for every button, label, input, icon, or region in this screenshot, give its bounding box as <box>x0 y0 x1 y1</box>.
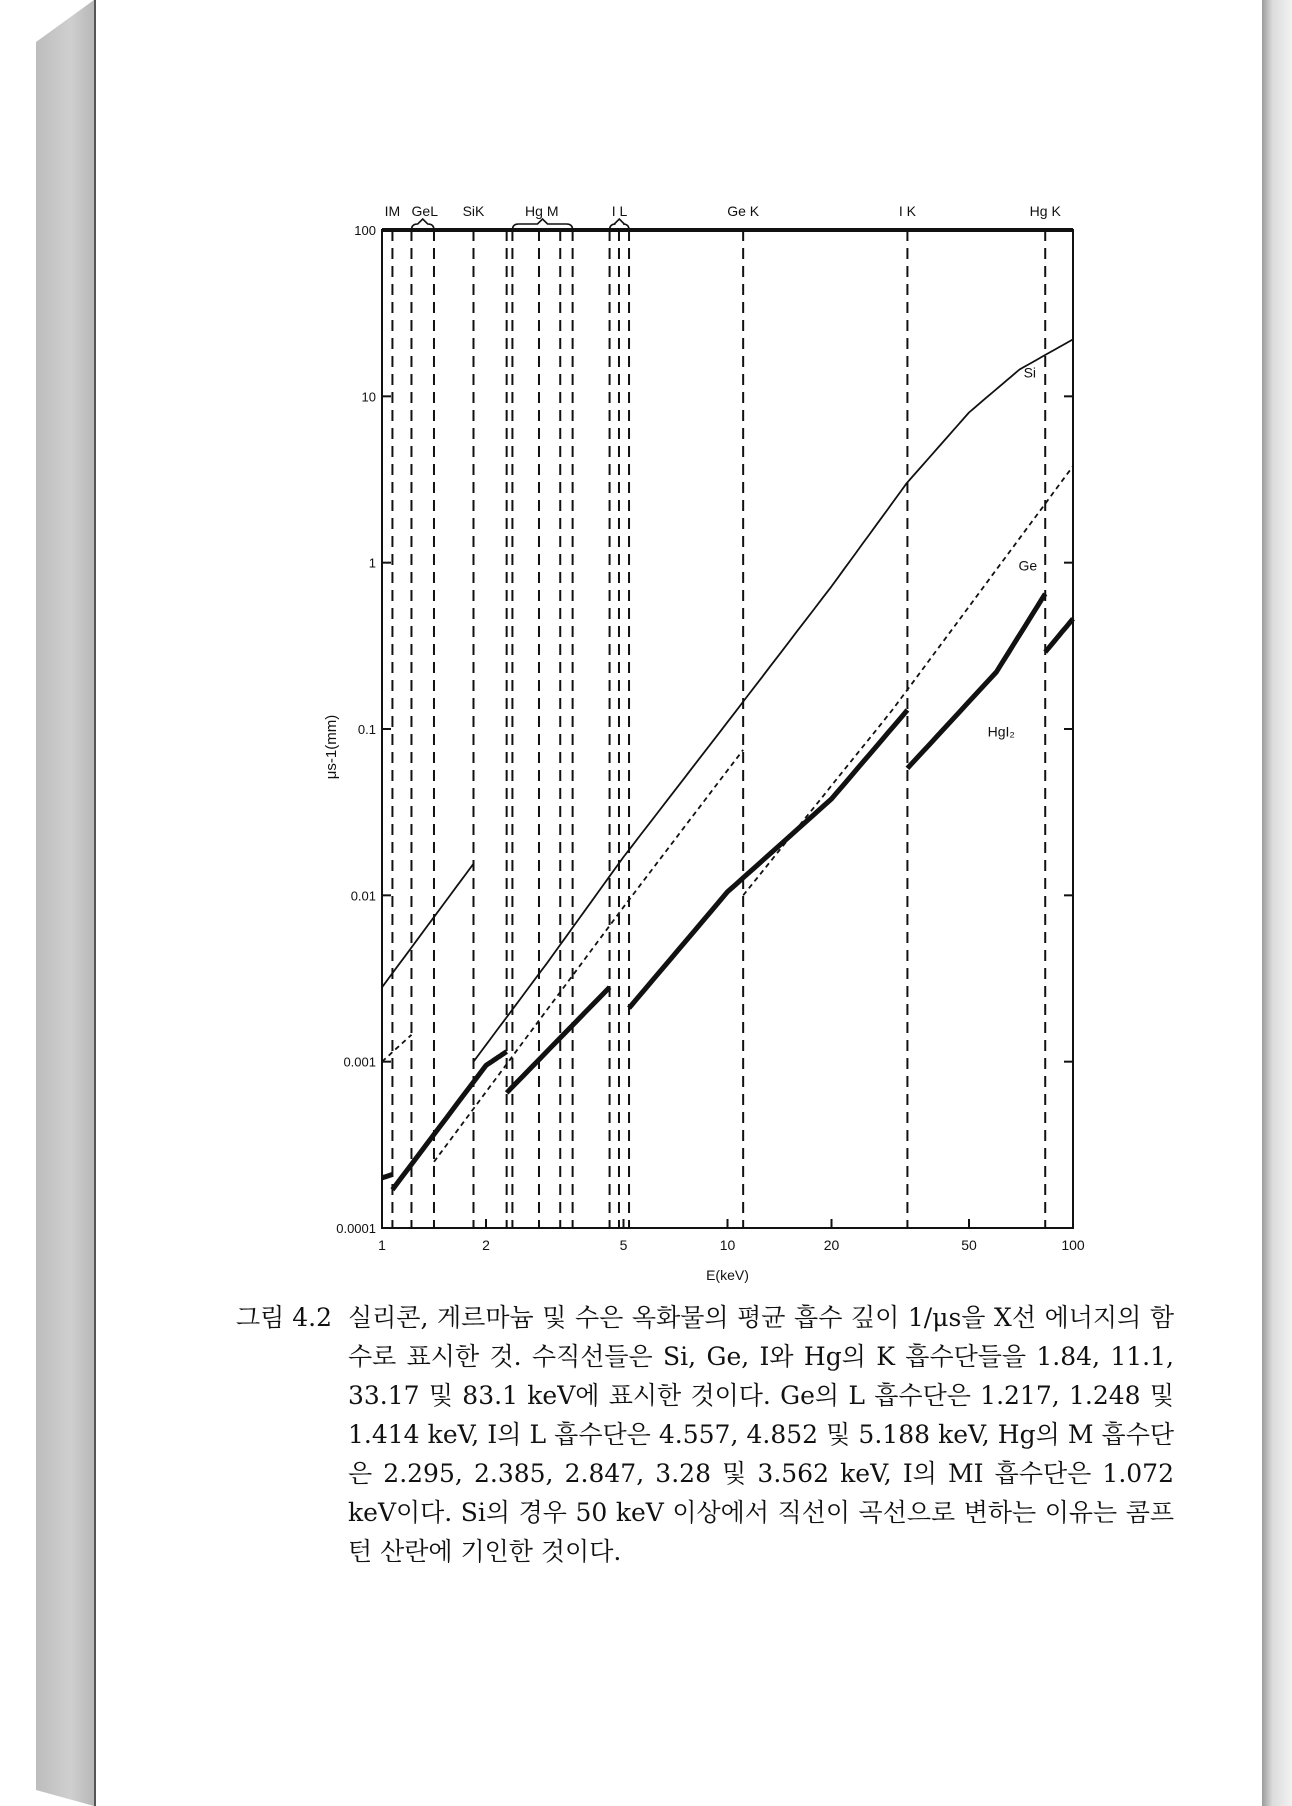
caption-label: 그림 4.2 <box>236 1303 333 1332</box>
series-label: HgI₂ <box>987 723 1015 740</box>
series-dashed-line <box>382 1035 412 1062</box>
edge-label: Hg M <box>525 203 559 219</box>
plot-frame <box>382 230 1073 1228</box>
series-solid-thin-line <box>382 864 474 988</box>
series-solid-thick-line <box>382 1174 392 1178</box>
series-label: Ge <box>1018 557 1038 574</box>
edge-label: GeL <box>411 203 439 219</box>
series-solid-thick-line <box>392 1052 506 1190</box>
x-tick-label: 20 <box>823 1237 840 1253</box>
edge-label: I K <box>898 203 916 219</box>
y-tick-label: 0.1 <box>357 722 376 737</box>
series-solid-thick-line <box>507 987 610 1093</box>
y-tick-label: 100 <box>354 223 376 238</box>
series-solid-thick-line <box>1045 619 1073 652</box>
y-tick-label: 0.001 <box>343 1054 376 1070</box>
edge-label: I L <box>611 203 628 219</box>
edge-label: Hg K <box>1029 203 1061 219</box>
x-axis-label: E(keV) <box>706 1267 749 1283</box>
series-label: Si <box>1023 364 1037 381</box>
series-solid-thick-line <box>907 594 1045 769</box>
caption-text: 실리콘, 게르마늄 및 수은 옥화물의 평균 흡수 깊이 1/μs을 X선 에너지의 함수로 표시한 것. 수직선들은 Si, Ge, I와 Hg의 K 흡수단들을 1.84, 11.1, 33.17 및 83.1 keV에 표시한 것이다. Ge의 L 흡수단은 1.217, 1.248 및 1.414 keV, I의 L 흡수단은 4.557, 4.852 및 5.188 keV, Hg의 M 흡수단은 2.295, 2.385, 2.847, 3.28 및 3.562 keV, I의 MI 흡수단은 1.072 keV이다. Si의 경우 50 keV 이상에서 직선이 곡선으로 변하는 이유는 콤프턴 산란에 기인한 것이다. <box>348 1303 1174 1566</box>
x-tick-label: 2 <box>482 1237 490 1253</box>
x-tick-label: 100 <box>1061 1237 1085 1253</box>
y-tick-label: 0.0001 <box>336 1221 376 1236</box>
y-axis-label: μs-1(mm) <box>323 714 340 780</box>
series-solid-thin-line <box>474 339 1074 1061</box>
y-tick-label: 0.01 <box>350 888 376 904</box>
series-dashed-line <box>434 750 743 1162</box>
y-tick-label: 1 <box>368 555 376 571</box>
x-tick-label: 1 <box>378 1237 386 1253</box>
x-tick-label: 5 <box>619 1237 628 1253</box>
series-solid-thick-line <box>629 710 907 1008</box>
edge-label: Ge K <box>727 203 760 219</box>
x-tick-label: 50 <box>961 1237 977 1253</box>
y-tick-label: 10 <box>361 389 376 405</box>
edge-label: SiK <box>462 203 485 219</box>
x-tick-label: 10 <box>719 1237 736 1253</box>
edge-label: IM <box>384 203 401 219</box>
